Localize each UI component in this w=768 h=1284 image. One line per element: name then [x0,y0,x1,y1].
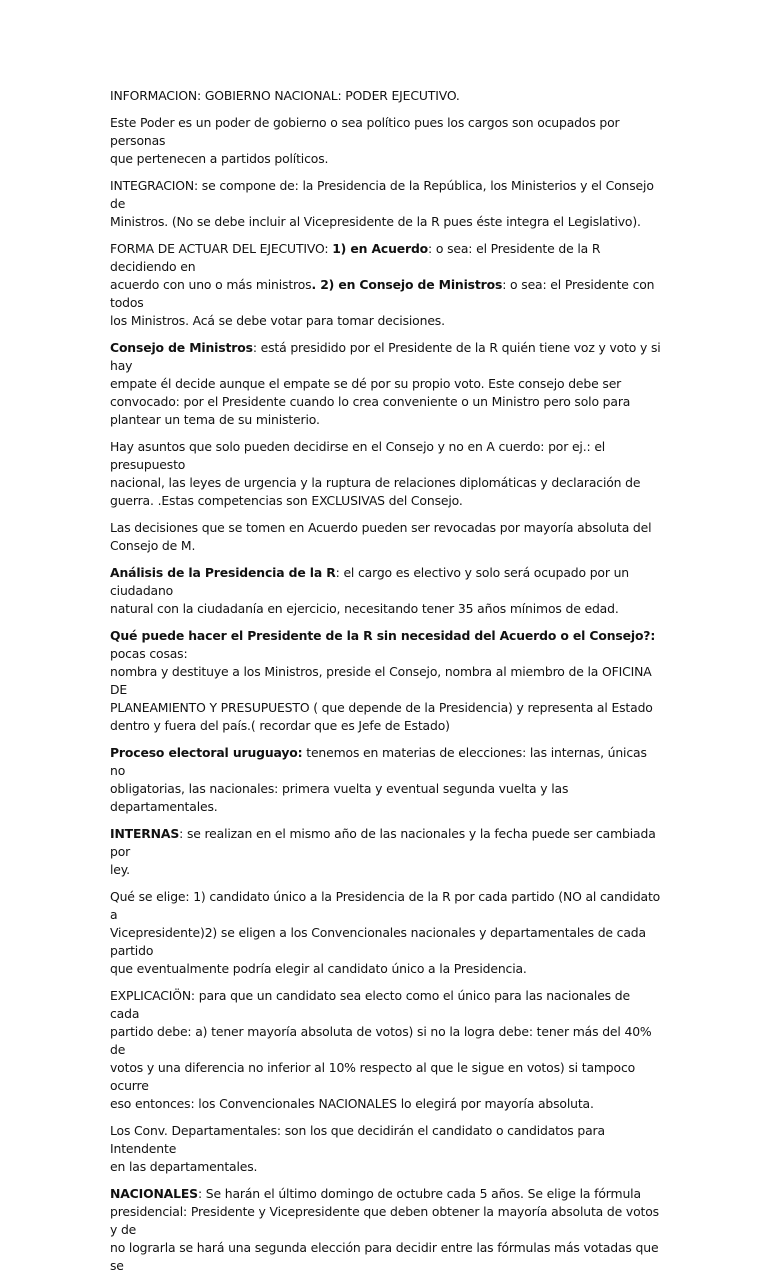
text-run: : o sea: el Presidente de la R decidiendo en acuerdo con uno o más ministros [110,241,601,292]
bold-run: 1) en Acuerdo [332,241,429,256]
text-run: tenemos en materias de elecciones: las internas, únicas no obligatorias, las nacionales: primera vuelta y eventual segunda vuelta y las departamentales. [110,745,647,814]
paragraph-que-puede [110,627,662,735]
bold-run: Qué puede hacer el Presidente de la R sin necesidad del Acuerdo o el Consejo?: [110,628,656,643]
paragraph-poder: Este Poder es un poder de gobierno o sea político pues los cargos son ocupados por personas que pertenecen a partidos políticos. [110,115,620,166]
bold-run: Análisis de la Presidencia de la R [110,565,336,580]
paragraph-conv-departamentales: Los Conv. Departamentales: son los que decidirán el candidato o candidatos para Intendente en las departamentales. [110,1123,605,1174]
text-run: : Se harán el último domingo de octubre cada 5 años. Se elige la fórmula presidencial: Presidente y Vicepresidente que deben obtener la mayoría absoluta de votos y de no lograrla se hará una segunda elección para decidir entre las fórmulas más votadas que se [110,1186,659,1273]
bold-run: Consejo de Ministros [110,340,253,355]
text-run: : el cargo es electivo y solo será ocupado por un ciudadano natural con la ciudadanía en ejercicio, necesitando tener 35 años mínimos de edad. [110,565,629,616]
bold-run: INTERNAS [110,826,180,841]
text-run: FORMA DE ACTUAR DEL EJECUTIVO: [110,241,333,256]
paragraph-integracion: INTEGRACION: se compone de: la Presidencia de la República, los Ministerios y el Consejo de Ministros. (No se debe incluir al Vicepresidente de la R pues éste integra el Legislativo). [110,178,654,229]
paragraph-asuntos: Hay asuntos que solo pueden decidirse en el Consejo y no en A cuerdo: por ej.: el presupuesto nacional, las leyes de urgencia y la ruptura de relaciones diplomáticas y declaración de guerra. .Estas competencias son EXCLUSIVAS del Consejo. [110,439,641,508]
paragraph-internas [110,825,662,879]
bold-run: Proceso electoral uruguayo: [110,745,303,760]
paragraph-consejo [110,339,662,429]
paragraph-nacionales [110,1185,662,1275]
paragraph-decisiones: Las decisiones que se tomen en Acuerdo pueden ser revocadas por mayoría absoluta del Consejo de M. [110,520,652,553]
bold-run: NACIONALES [110,1186,198,1201]
bold-run: . 2) en Consejo de Ministros [311,277,503,292]
text-run: : o sea: el Presidente con todos los Ministros. Acá se debe votar para tomar decisiones. [110,277,655,328]
paragraph-proceso-electoral [110,744,662,816]
paragraph-forma-actuar [110,240,662,330]
paragraph-analisis [110,564,662,618]
text-run: pocas cosas: nombra y destituye a los Ministros, preside el Consejo, nombra al miembro de la OFICINA DE PLANEAMIENTO Y PRESUPUESTO ( que depende de la Presidencia) y representa al Estado dentro y fuera del país.( recordar que es Jefe de Estado) [110,646,653,733]
document-page [110,87,662,1284]
document-heading: INFORMACION: GOBIERNO NACIONAL: PODER EJECUTIVO. [110,88,460,103]
paragraph-explicacion: EXPLICACIÖN: para que un candidato sea electo como el único para las nacionales de cada partido debe: a) tener mayoría absoluta de votos) si no la logra debe: tener más del 40% de votos y una diferencia no inferior al 10% respecto al que le sigue en votos) si tampoco ocurre eso entonces: los Convencionales NACIONALES lo elegirá por mayoría absoluta. [110,988,652,1111]
text-run: : está presidido por el Presidente de la R quién tiene voz y voto y si hay empate él decide aunque el empate se dé por su propio voto. Este consejo debe ser convocado: por el Presidente cuando lo crea conveniente o un Ministro pero solo para plantear un tema de su ministerio. [110,340,661,427]
paragraph-que-se-elige: Qué se elige: 1) candidato único a la Presidencia de la R por cada partido (NO al candidato a Vicepresidente)2) se eligen a los Convencionales nacionales y departamentales de cada partido que eventualmente podría elegir al candidato único a la Presidencia. [110,889,661,976]
text-run: : se realizan en el mismo año de las nacionales y la fecha puede ser cambiada por ley. [110,826,656,877]
